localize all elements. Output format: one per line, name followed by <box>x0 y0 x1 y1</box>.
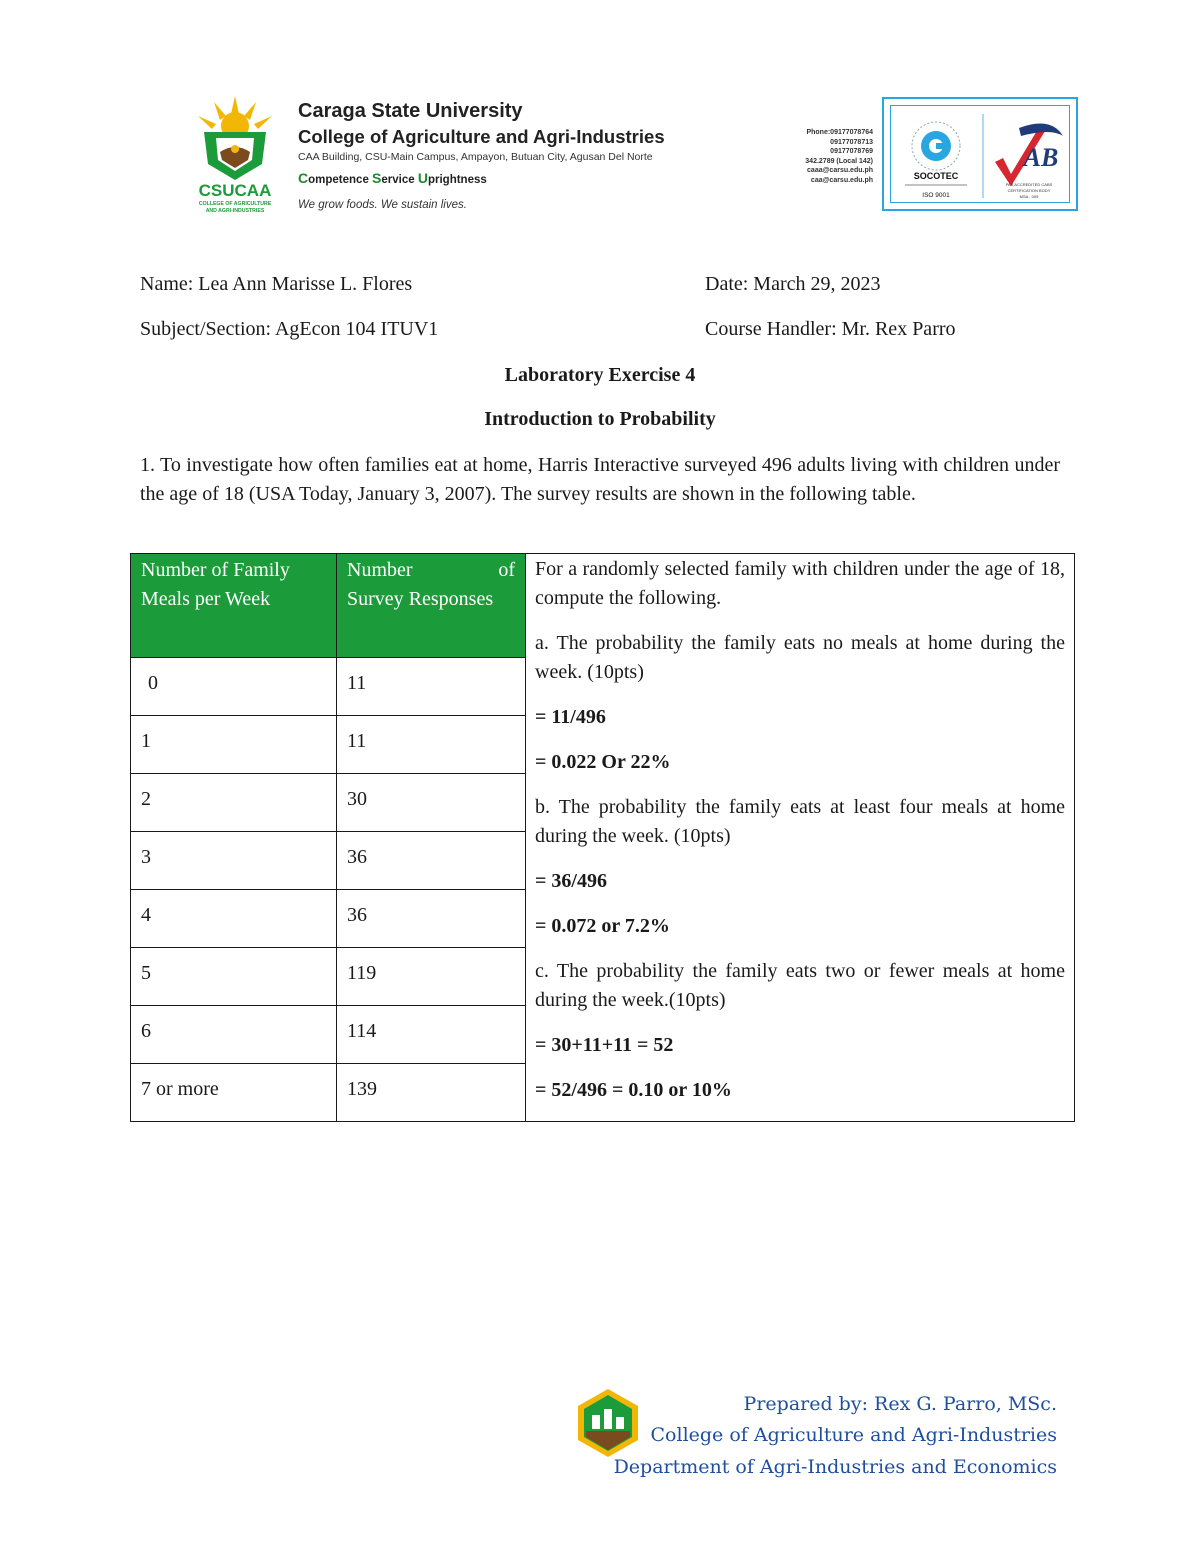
contact-line: Phone:09177078764 <box>806 129 873 136</box>
college-tagline: We grow foods. We sustain lives. <box>298 199 467 211</box>
meals-cell: 7 or more <box>131 1064 337 1122</box>
contact-info <box>770 128 873 186</box>
subject-section: Subject/Section: AgEcon 104 ITUV1 <box>140 318 439 340</box>
svg-text:CERTIFICATION BODY: CERTIFICATION BODY <box>1007 188 1051 193</box>
part-a-answer-fraction: = 11/496 <box>535 706 606 728</box>
part-c-answer-value: = 52/496 = 0.10 or 10% <box>535 1079 732 1101</box>
part-b-question: b. The probability the family eats at least four meals at home during the week. (10pts) <box>535 796 1065 847</box>
pab-logo-text: AB <box>1023 143 1059 172</box>
svg-text:AND AGRI-INDUSTRIES: AND AGRI-INDUSTRIES <box>205 208 265 214</box>
contact-line: caaa@carsu.edu.ph <box>807 167 873 175</box>
header-survey-responses <box>337 554 526 658</box>
csu-caa-logo <box>190 92 280 222</box>
part-c-answer-sum: = 30+11+11 = 52 <box>535 1034 674 1056</box>
responses-cell: 11 <box>337 716 526 774</box>
responses-cell: 139 <box>337 1064 526 1122</box>
pab-icon <box>995 124 1063 200</box>
question-panel <box>526 554 1075 1122</box>
contact-line: caa@carsu.edu.ph <box>810 176 873 184</box>
college-address: CAA Building, CSU-Main Campus, Ampayon, Butuan City, Agusan Del Norte <box>298 151 653 163</box>
header-meals-per-week: Number of Family Meals per Week <box>131 554 337 658</box>
question-text: 1. To investigate how often families eat at home, Harris Interactive surveyed 496 adults living with children under the age of 18 (USA Today, January 3, 2007). The survey results are shown in the following table. <box>140 454 1060 505</box>
socotec-icon <box>905 122 967 199</box>
responses-cell: 11 <box>337 658 526 716</box>
department-logo <box>574 1387 642 1459</box>
svg-text:COLLEGE OF AGRICULTURE: COLLEGE OF AGRICULTURE <box>198 201 272 207</box>
svg-text:MSA - 005: MSA - 005 <box>1019 194 1039 199</box>
student-name: Name: Lea Ann Marisse L. Flores <box>140 273 413 295</box>
submission-date: Date: March 29, 2023 <box>705 273 881 295</box>
responses-cell: 30 <box>337 774 526 832</box>
svg-text:PAB ACCREDITED CABS: PAB ACCREDITED CABS <box>1005 182 1053 187</box>
part-b-answer-fraction: = 36/496 <box>535 870 607 892</box>
meals-cell: 3 <box>131 832 337 890</box>
university-name: Caraga State University <box>298 100 523 122</box>
college-name: College of Agriculture and Agri-Industries <box>298 126 665 147</box>
header-word: Number <box>347 559 413 581</box>
responses-cell: 36 <box>337 832 526 890</box>
contact-line: 09177078769 <box>830 148 873 156</box>
meals-cell: 5 <box>131 948 337 1006</box>
topic-title: Introduction to Probability <box>484 408 716 430</box>
footer-department: Department of Agri-Industries and Economics <box>613 1456 1057 1478</box>
contact-line: 09177078713 <box>830 138 873 146</box>
header-word: of <box>498 559 515 581</box>
survey-table <box>130 553 1074 1116</box>
meals-cell: 1 <box>131 716 337 774</box>
meals-cell: 2 <box>131 774 337 832</box>
exercise-title: Laboratory Exercise 4 <box>504 364 696 386</box>
responses-cell: 119 <box>337 948 526 1006</box>
meals-cell: 4 <box>131 890 337 948</box>
part-a-answer-value: = 0.022 Or 22% <box>535 751 671 773</box>
part-c-question: c. The probability the family eats two or fewer meals at home during the week.(10pts) <box>535 960 1065 1011</box>
part-a-question: a. The probability the family eats no meals at home during the week. (10pts) <box>535 632 1065 683</box>
header-word: Survey Responses <box>347 588 494 610</box>
meals-cell: 6 <box>131 1006 337 1064</box>
part-b-answer-value: = 0.072 or 7.2% <box>535 915 670 937</box>
contact-line: 342.2789 (Local 142) <box>805 157 873 165</box>
prompt-text: For a randomly selected family with children under the age of 18, compute the following. <box>535 558 1065 609</box>
meals-cell: 0 <box>131 658 337 716</box>
footer-college: College of Agriculture and Agri-Industries <box>650 1424 1057 1446</box>
responses-cell: 36 <box>337 890 526 948</box>
course-handler: Course Handler: Mr. Rex Parro <box>705 318 956 340</box>
socotec-iso: ISO 9001 <box>922 192 950 199</box>
responses-cell: 114 <box>337 1006 526 1064</box>
college-motto: Competence Service Uprightness <box>298 170 487 186</box>
socotec-label: SOCOTEC <box>913 171 959 181</box>
prepared-by: Prepared by: Rex G. Parro, MSc. <box>743 1393 1057 1415</box>
logo-text: CSUCAA <box>198 181 272 200</box>
certification-badges <box>882 97 1078 211</box>
